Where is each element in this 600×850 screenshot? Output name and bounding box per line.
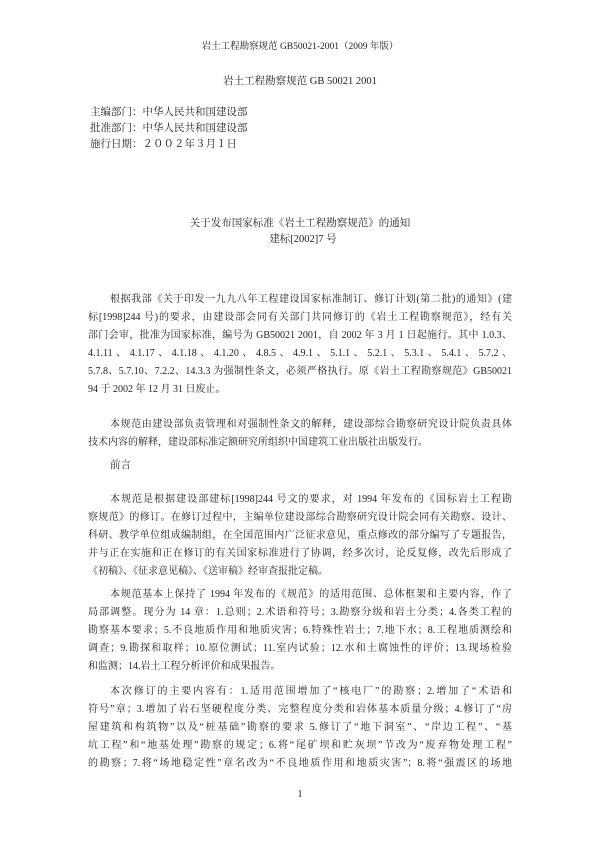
running-header: 岩土工程勘察规范 GB50021-2001（2009 年版） xyxy=(201,42,399,52)
document-meta xyxy=(90,105,248,153)
meta-value: 中华人民共和国建设部 xyxy=(142,107,248,118)
paragraph-line: 根据我部《关于印发一九九八年工程建设国家标准制订、修订计划(第二批)的通知》(建 xyxy=(110,294,512,305)
paragraph-line: 4.1.11、4.1.17、4.1.18、4.1.20、4.8.5、4.9.1、5.1.1、5.2.1、5.3.1、5.4.1、5.7.2、 xyxy=(88,348,512,359)
notice-title: 关于发布国家标准《岩土工程勘察规范》的通知 xyxy=(189,218,411,229)
meta-value: ２００２年３月１日 xyxy=(142,139,237,150)
paragraph-line: 本次修订的主要内容有：1.适用范围增加了“核电厂”的勘察；2.增加了“术语和 xyxy=(110,686,512,697)
paragraph-line: 屋建筑和构筑物”以及“桩基础”勘察的要求 5.修订了“地下洞室”、“岸边工程”、“基 xyxy=(88,722,512,733)
page-number: 1 xyxy=(297,789,303,800)
preface-paragraph-2 xyxy=(88,586,512,676)
paragraph-line: 本规范由建设部负责管理和对强制性条文的解释，建设部综合勘察研究设计院负责具体 xyxy=(110,419,512,430)
preface-heading: 前言 xyxy=(110,460,131,471)
paragraph-line: 的勘察；7.将“场地稳定性”章名改为“不良地质作用和地质灾害”；8.将“强震区的场地 xyxy=(88,758,512,769)
paragraph-line: 部门会审，批准为国家标准，编号为 GB50021 2001，自 2002 年 3 月 1 日起施行。其中 1.0.3、 xyxy=(88,330,512,341)
document-title: 岩土工程勘察规范 GB 50021 2001 xyxy=(223,76,377,87)
paragraph-line: 科研、教学单位组成编制组，在全国范围内广泛征求意见，重点修改的部分编写了专题报告， xyxy=(88,530,512,541)
notice-doc-number: 建标[2002]7 号 xyxy=(269,234,337,245)
meta-label: 施行日期： xyxy=(90,139,143,150)
paragraph-line: 并与正在实施和正在修订的有关国家标准进行了协调，经多次讨，论反复修，改先后形成了 xyxy=(88,548,512,559)
notice-paragraph xyxy=(88,291,512,399)
paragraph-line: 局部调整。现分为 14 章：1.总则；2.术语和符号；3.勘察分级和岩土分类；4.各类工程的 xyxy=(88,607,512,618)
meta-effective-date xyxy=(90,137,248,153)
paragraph-line: 调查；9.勘探和取样；10.原位测试；11.室内试验；12.水和土腐蚀性的评价；13.现场检验 xyxy=(88,643,512,654)
paragraph-line: 94 于 2002 年 12 月 31 日废止。 xyxy=(88,384,226,395)
management-paragraph xyxy=(88,416,512,452)
preface-paragraph-1 xyxy=(88,491,512,581)
paragraph-line: 本规范是根据建设部建标[1998]244 号文的要求，对 1994 年发布的《国标岩土工程勘 xyxy=(110,494,512,505)
preface-paragraph-3 xyxy=(88,683,512,773)
notice-heading xyxy=(0,216,600,248)
paragraph-line: 标[1998]244 号)的要求，由建设部会同有关部门共同修订的《岩土工程勘察规范》，经有关 xyxy=(88,312,512,323)
meta-editor xyxy=(90,105,248,121)
paragraph-line: 5.7.8、5.7.10、7.2.2、14.3.3 为强制性条文，必须严格执行。原《岩土工程勘察规范》GB50021 xyxy=(88,366,512,377)
paragraph-line: 技术内容的解释，建设部标准定额研究所组织中国建筑工业出版社出版发行。 xyxy=(88,437,428,448)
paragraph-line: 《初稿》、《征求意见稿》、《送审稿》经审查报批定稿。 xyxy=(88,566,328,577)
meta-approver xyxy=(90,121,248,137)
paragraph-line: 察规范》的修订。在修订过程中，主编单位建设部综合勘察研究设计院会同有关勘察、设计、 xyxy=(88,512,512,523)
meta-label: 批准部门： xyxy=(90,123,143,134)
paragraph-line: 本规范基本上保持了 1994 年发布的《规范》的适用范围、总体框架和主要内容，作了 xyxy=(110,589,512,600)
paragraph-line: 坑工程”和“地基处理”勘察的规定；6.将“尾矿坝和贮灰坝”节改为“废弃物处理工程” xyxy=(88,740,512,751)
paragraph-line: 符号”章；3.增加了岩石坚硬程度分类、完整程度分类和岩体基本质量分级；4.修订了“房 xyxy=(88,704,512,715)
meta-value: 中华人民共和国建设部 xyxy=(142,123,248,134)
paragraph-line: 勘察基本要求；5.不良地质作用和地质灾害；6.特殊性岩土；7.地下水；8.工程地质测绘和 xyxy=(88,625,512,636)
paragraph-line: 和监测；14.岩土工程分析评价和成果报告。 xyxy=(88,661,281,672)
meta-label: 主编部门： xyxy=(90,107,143,118)
